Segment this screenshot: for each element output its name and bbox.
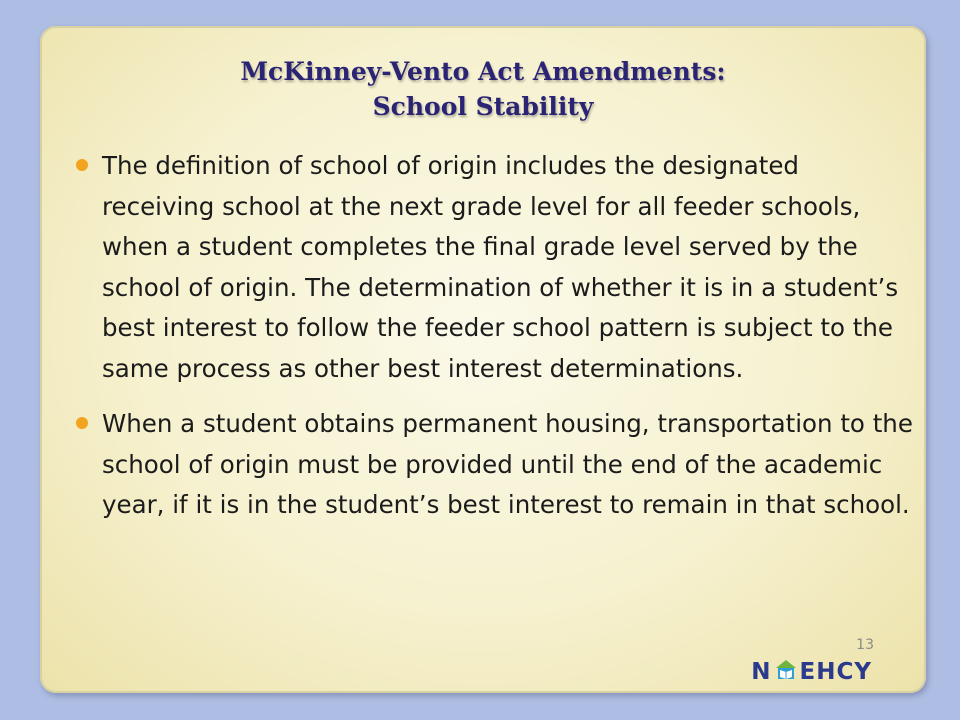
bullet-text: The definition of school of origin includes the designated receiving school at the next grade level for all feeder schools, when a student completes the final grade level served by the school of origin. The determination of whether it is in a student’s best interest to follow the feeder school pattern is subject to the same process as other best interest determinations. xyxy=(102,151,899,383)
nchey-logo xyxy=(751,657,872,687)
logo-letter-n: N xyxy=(751,659,772,685)
slide-panel xyxy=(40,26,926,693)
bullet-text: When a student obtains permanent housing, transportation to the school of origin must be provided until the end of the academic year, if it is in the student’s best interest to remain in that school. xyxy=(102,409,913,519)
page-number: 13 xyxy=(856,637,874,653)
house-book-icon xyxy=(774,657,798,687)
title-line-2: School Stability xyxy=(372,92,594,121)
bullet-item xyxy=(76,146,916,389)
slide-title xyxy=(40,54,926,124)
title-line-1: McKinney-Vento Act Amendments: xyxy=(240,57,726,86)
bullet-dot-icon xyxy=(76,417,88,429)
bullet-item xyxy=(76,404,916,526)
logo-text: EHCY xyxy=(799,659,872,685)
bullet-list xyxy=(76,146,916,541)
bullet-dot-icon xyxy=(76,159,88,171)
